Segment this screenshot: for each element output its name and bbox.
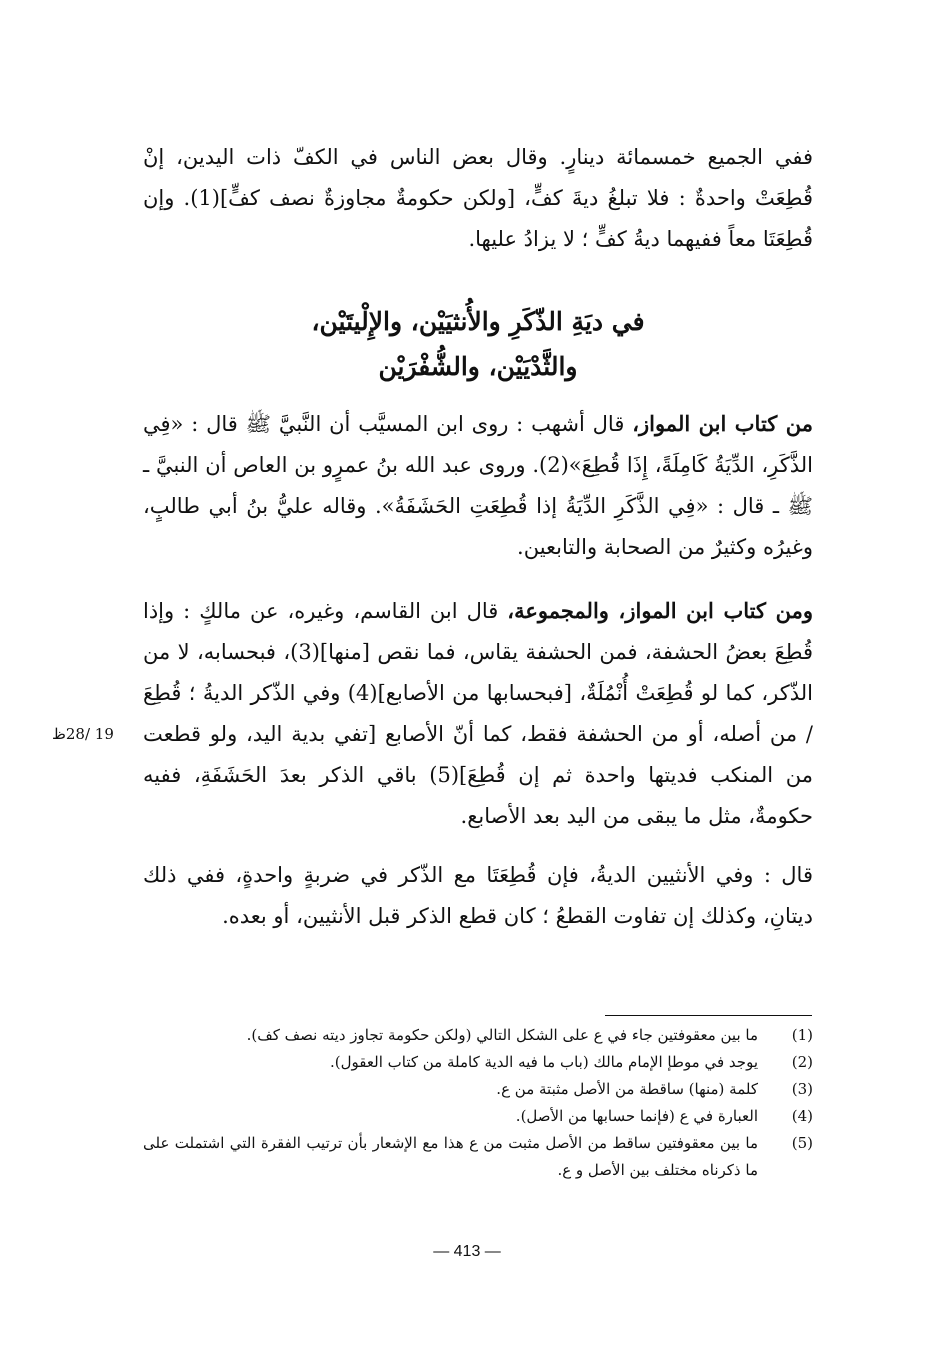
footnote-separator bbox=[605, 1015, 812, 1016]
section-heading-line-2: والثَّدْيَيْن، والشُّفْرَيْن bbox=[378, 352, 578, 381]
footnote-number: (4) bbox=[791, 1107, 813, 1125]
section-heading-line-1: في ديَةِ الذّكَرِ والأُنثيَيْن، والإِلْيتَيْن، bbox=[311, 307, 645, 336]
paragraph-2-text: قال أشهب : روى ابن المسيَّب أن النَّبيَّ ﷺ قال : «فِي الذَّكَرِ، الدِّيَةُ كَامِلَةً، إِذَا قُطِعَ»(2). وروى عبد الله بنُ عمرٍو بن العاص أن النبيَّ ـ ﷺ ـ قال : «فِي الذَّكَرِ الدِّيَةُ إذا قُطِعَتِ الحَشَفَةُ». وقاله عليُّ بنُ أبي طالبٍ، وغيرُه وكثيرٌ من الصحابة والتابعين. bbox=[143, 412, 813, 559]
footnote-item bbox=[143, 1076, 813, 1103]
source-reference: من كتاب ابن المواز، bbox=[632, 411, 814, 436]
footnote-number: (1) bbox=[791, 1026, 813, 1044]
page-number: — 413 — bbox=[433, 1243, 501, 1260]
paragraph-2 bbox=[143, 403, 813, 568]
footnote-text: كلمة (منها) ساقطة من الأصل مثبتة من ع. bbox=[496, 1080, 758, 1098]
footnote-number: (3) bbox=[791, 1080, 813, 1098]
source-reference: ومن كتاب ابن المواز، والمجموعة، bbox=[507, 598, 813, 623]
footnote-item bbox=[143, 1049, 813, 1076]
paragraph-4: قال : وفي الأنثيين الديةُ، فإن قُطِعَتَا مع الذّكر في ضربةٍ واحدةٍ، ففي ذلك ديتانِ، وكذلك إن تفاوت القطعُ ؛ كان قطع الذكر قبل الأنثيين، أو بعده. bbox=[143, 863, 813, 928]
footnote-text: يوجد في موطإ الإمام مالك (باب ما فيه الدية كاملة من كتاب العقول). bbox=[330, 1053, 758, 1071]
footnote-item bbox=[143, 1022, 813, 1049]
footnotes bbox=[143, 1022, 813, 1184]
paragraph-3 bbox=[143, 590, 813, 837]
paragraph-3-text: قال ابن القاسم، وغيره، عن مالكٍ : وإذا قُطِعَ بعضُ الحشفة، فمن الحشفة يقاس، فما نقص [منها](3)، فبحسابه، لا من الذّكر، كما لو قُطِعَتْ أُنْمُلَةٌ، [فبحسابها من الأصابع](4) وفي الذّكر الديةُ ؛ قُطِعَ / من أصله، أو من الحشفة فقط، كما أنّ الأصابع [تفي بدية اليد، ولو قطعت من المنكب فديتها واحدة ثم إن قُطِعَ](5) باقي الذكر بعدَ الحَشَفَةِ، ففيه حكومةٌ، مثل ما يبقى من اليد بعد الأصابع. bbox=[143, 599, 814, 828]
footnote-item bbox=[143, 1130, 813, 1184]
paragraph-1: ففي الجميع خمسمائة دينارٍ. وقال بعض الناس في الكفّ ذات اليدين، إنْ قُطِعَتْ واحدةٌ : فلا تبلغُ ديةَ كفٍّ، [ولكن حكومةٌ مجاوزةٌ نصف كفٍّ](1). وإن قُطِعَتَا معاً ففيهما ديةُ كفٍّ ؛ لا يزادُ عليها. bbox=[143, 145, 813, 251]
footnote-number: (2) bbox=[791, 1053, 813, 1071]
footnote-text: ما بين معقوفتين جاء في ع على الشكل التالي (ولكن حكومة تجاوز ديته نصف كف). bbox=[246, 1026, 758, 1044]
footnote-text: العبارة في ع (فإنما حسابها من الأصل). bbox=[515, 1107, 758, 1125]
footnote-number: (5) bbox=[791, 1134, 813, 1152]
footnote-item bbox=[143, 1103, 813, 1130]
footnote-text: ما بين معقوفتين ساقط من الأصل مثبت من ع هذا مع الإشعار بأن ترتيب الفقرة التي اشتملت على ما ذكرناه مختلف بين الأصل و ع. bbox=[143, 1134, 758, 1179]
manuscript-folio-note: 19 /28ظ bbox=[52, 725, 114, 743]
